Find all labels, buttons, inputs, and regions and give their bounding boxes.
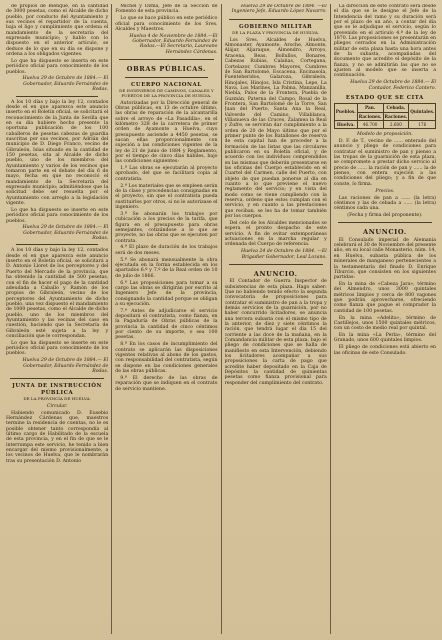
- table-header: Pan.: [357, 104, 383, 112]
- paragraph: A los 10 días y bajo la ley 12, contados desde el en que aparezca este anuncio inserto en el Boletín oficial, se solicitará a D. Antonio Lloret de los perceptores y del Puerto del Mercado de la provincia, que ha obtenido la cantidad de 500 pesetas, con el fin de hacer el pago de la cantidad adeudada a Caballo y Ramón de los propios de Gibraleón, vecino de los perceptores del Ayuntamiento de dicho pueblo, una vez dispuesto el mandamiento de 1000 pesetas, como el Alcalde de dicho pueblo, uno de los miembros del Ayuntamiento y las vecinas del caso en cuestión, haciendo que la Secretaría de Gibraleón esté sujeta a la ley y conciliación que le correspondan.: [6, 248, 109, 339]
- date-signature: Huelva 24 de Octubre de 1884. —El Brigadier Gobernador, Leal Lozano.: [241, 249, 327, 260]
- caption: (Fecha y firma del proponente).: [347, 213, 423, 219]
- divider: [229, 19, 323, 20]
- condition: 2.ª Los materiales que se empleen serán de la clase y procedencias consignadas en el proyecto, sin que el contratista pueda sustituirlos por otros, si no le autorizase el ingeniero.: [115, 183, 218, 211]
- divider: [229, 264, 323, 265]
- paragraph: Autorizadas por la Dirección general de Obras públicas, en 13 de octubre último, las obras de reparación de la alcantarilla sobre el arroyo de «La Pasadilla», en el kilómetro 328 de la carretera de primer orden de Ayamonte a Huelva, cuyo presupuesto asciende a 4450 pesetas, se sacan ellas proporcionalmente con sujeción a las condiciones vigentes de la ley de 21 de junio de 1884 y Reglamento, por el tiempo de cinco días hábiles, bajo las condiciones siguientes:: [115, 100, 218, 165]
- date-signature: Huelva 29 de Octubre de 1884.— El Gobernador, Eduardo Fernández de Rodas.: [22, 225, 109, 242]
- section-heading: ANUNCIO.: [363, 228, 407, 237]
- divider: [16, 96, 98, 97]
- divider: [119, 59, 213, 60]
- divider: [125, 77, 207, 78]
- column-2: [115, 4, 221, 634]
- paragraph: En la mina de «Cabeza Jara», término del Almendro, unos 3000 quintales métricos limpios y cerca de 800 vagones que podrán aprovecharse, ofreciendo como fianza que pague el comprador la cantidad de 100 pesetas.: [333, 282, 436, 314]
- paragraph: El pliego de condiciones está abierto en las oficinas de este Consulado.: [333, 345, 436, 356]
- paragraph: El Consulado imperial de Alemania celebrará el 30 de Noviembre del presente año, en su local calle Monasterio, núm. 14, en Huelva, subasta pública de los minerales de manganeso pertenecientes a la testamentaría del finado D. Enrique Tiburcio, que consisten en los siguientes partidas:: [333, 237, 436, 281]
- paragraph: En la mina «La Perla», término del Granado, unos 600 quintales limpios.: [333, 333, 436, 344]
- paragraph: Los Sres. Alcaldes de Huelva, Almonaster, Ayamonte, Aroche, Almonte, Alájar, Aljaraque, Almendro, Arroyo, Aracena, Beas, Bollullos, Bonares, Cabezas Rubias, Calañas, Cortegana, Cortelazor, Cumbres Mayores, Cumbres de San Bartolomé, Escacena, Encinasola, Fuenteheridos, Galaroza, Gibraleón, Hinojales, Hinojos, Isla Cristina, Lepe, La Nava, Los Marines, La Palma, Manzanilla, Niebla, Palos de la Frontera, Puebla de Guzmán, Paterna del Campo, Rosal de la Frontera, San Bartolomé de la Torre, San Juan del Puerto, Santa Ana la Real, Valverde del Camino, Villablanca, Villanueva de las Cruces, Zalamea la Real y Zufre, se servirán dar cumplimiento a la orden de 20 de Mayo último que por el primer punto de los Batallones de reserva de esta capital han de proceder a la formación de las listas que las circulares publicaron en su Boletín oficial, y de acuerdo con los individuos comprendidos en las mismas que deberán presentarse en las oficinas del Cuerpo establecido en el Cuartel del Carmen, calle del Puerto, con objeto de que puedan ponerse al día en cuanto a lo que previene el nuevo reglamento del servicio; y en vista del modo como se viene cumpliendo con la reserva, ordeno que estos cumplan con el servicio, y en cuanto a las prestaciones que reciban, se les ha de tomar también por los cuerpos.: [224, 37, 327, 220]
- date-signature: Huelva 29 de Octubre de 1884.— El Gobernador, Eduardo Fernández de Rodas.: [22, 76, 109, 93]
- paragraph: Michel y Ozma, Jefe de la Sección de Fomento de esta provincia.: [115, 4, 218, 15]
- paragraph: de propios de Bienque, en la cantidad de 3000 pesetas, como el Alcalde de dicho pueblo, por conducto del Ayuntamiento y sus vecinos el repartidor de la cuenta, baja el ligo y cumplimiento que ordena el mandamiento de la secretaría del expresado municipio; y hablo con lo dispuesto en el anterior artículo, se deduce de lo que en su día se dispone y ordena a los obligados vigentes.: [6, 4, 109, 58]
- table-header: Cebada.: [383, 104, 409, 112]
- section-subheading: DE LA PROVINCIA DE HUELVA.: [23, 395, 91, 401]
- table-header: Pueblos.: [334, 104, 357, 121]
- table-cell: 176: [409, 120, 436, 128]
- condition: 7.ª Antes de adjudicarse el servicio depositará el contratista, como fianza, en la Pagaduría de Obras públicas de la provincia la cantidad de cinco céntimos por ciento de su importe, o sea 100 pesetas.: [115, 308, 218, 341]
- paragraph: En la mina «Adelita», término de Castillejos, unos 1500 quintales métricos, con un costo de medio real por quintal.: [333, 315, 436, 332]
- subheading: Precios.: [375, 188, 395, 194]
- section-subheading: CUERPO NACIONAL: [131, 81, 202, 88]
- date-signature: Huelva 29 de Octubre de 1884.— El Gobernador, Eduardo Fernández de Rodas.: [22, 358, 109, 374]
- column-1: [6, 4, 112, 634]
- paragraph: El Contador de Guerra Inspector de subsistencias de esta plaza. Hago saber: Que no habiendo tenido efecto la segunda convocatoria de proposiciones para contratar el suministro de pan a la tropa y demás servicios de la guarnición, por no haber concurrido licitadores, se anuncia una tercera subasta con el mismo tipo de la anterior, de diez y siete céntimos la ración, que tendrá lugar el día 15 del corriente a las doce de la mañana, en la Comandancia militar de esta plaza, bajo el pliego de condiciones que se halla de manifiesto en esta Intervención, debiendo los licitadores acompañar a sus proposiciones la carta de pago que acredite haber depositado en la Caja de Depósitos la cantidad de quinientas pesetas como fianza provisional para responder del cumplimiento del contrato.: [224, 279, 327, 386]
- column-3: [225, 4, 331, 634]
- section-heading: OBRAS PÚBLICAS.: [126, 65, 206, 74]
- subheading: Modelo de proposición.: [357, 132, 413, 138]
- circular-title: Circular.: [46, 403, 68, 409]
- table-header-row: [334, 104, 436, 112]
- paragraph: La dirección de este contrato será desde el día que se le designe el Jefe de la Intendencia del ramo y su duración será por el plazo de un año, a contar del día que se le adjudique el servicio, según lo prevenido en el artículo 4.º de la ley de 1870. Las proposiciones se presentarán en pliegos cerrados en la Administración militar de esta plaza hasta una hora antes de la subasta, acompañadas del documento que acredite el depósito de la fianza, y no se admitirán las que no se ajusten al modelo que se inserta a continuación.: [333, 4, 436, 79]
- section-heading: GOBIERNO MILITAR: [239, 23, 313, 30]
- date-signature: Huelva 29 de Octubre de 1884.— El Contador, Federico Cantero.: [350, 80, 436, 91]
- paragraph: Lo que se hace público en este periódico oficial para conocimiento de los Sres. Alcaldes y Maestros.: [115, 16, 218, 32]
- table-header: Raciones.: [384, 113, 408, 119]
- section-heading: JUNTA DE INSTRUCCIÓN PÚBLICA: [12, 383, 103, 396]
- paragraph: Lo que ha dispuesto se inserte en este periódico oficial para conocimiento de los pueblos.: [6, 340, 109, 357]
- paragraph: D. F. de T., vecino de ...... enterado del anuncio y pliego de condiciones para contratar el suministro de pan y pienso a las tropas de la guarnición de esta plaza, se compromete a prestar dicho servicio al precio de ...... la ración de pan y ...... la de pienso, con entera sujeción a las condiciones del pliego; y a fin de que conste, lo firma.: [333, 139, 436, 187]
- paragraph: Lo que ha dispuesto se inserta en este periódico oficial para conocimiento de los pueblos.: [6, 58, 109, 75]
- table-header: Raciones.: [358, 113, 382, 119]
- table-cell: 2.600: [383, 120, 409, 128]
- estado-table: [334, 103, 436, 129]
- paragraph: Lo que ha dispuesto se inserte en este periódico oficial para conocimiento de los pueblos.: [6, 207, 109, 224]
- condition: 3.ª Se abonarán los trabajos por cubicación a los precios de la tarifa, que figura en el presupuesto para obras semejantes, cotizándose a lo que se proyecte, no las obras que se ejecuten por contrata.: [115, 211, 218, 244]
- columns: [6, 4, 436, 634]
- paragraph: Del celo de los Alcaldes mencionados se espera el pronto despacho de este servicio. A fin de evitar extemporáneas actuaciones en la marcha regular y ordenada del Cuerpo de referencia.: [224, 220, 327, 248]
- divider: [338, 222, 432, 223]
- condition: 9.ª El derecho de las obras de reparación que se indiquen en el contrato de servicio mantiene.: [115, 375, 218, 392]
- paragraph: Las raciones de pan a ...... (la letra) céntimos y las de cebada a ...... (la letra) céntimos cada una.: [333, 195, 436, 212]
- table-cell: Huelva.: [334, 120, 357, 128]
- condition: 5.ª Se abonará mensualmente la obra ejecutada en la forma establecida en los apartados 6.º y 7.º de la Real orden de 10 de julio de 1866.: [115, 257, 218, 279]
- condition: 1.ª Las obras se ejecutarán al proyecto aprobado, del que se facilitará copia al contratista.: [115, 166, 218, 182]
- section-heading: ANUNCIO.: [253, 269, 298, 278]
- paragraph: A los 10 días y bajo la ley 12, contados desde el en que aparezca este anuncio inserto en el Boletín oficial, se solicitará el reconocimiento de la Junta de Sevilla que en su día hubiere hecho presente la oportuna publicación de los 100 caballeros de pesetas cabezas de guardia suscritas por sus vecinos, por Adrián del municipio de D. Diego Franco, vecino de Gibraleón, Islas situado en la cantidad de 150 pesetas, sita al Alcalde de dicho pueblo, uno de los miembros del Ayuntamiento y varios de los vecinos que tomaron parte en el debate del día 6 de mayo, fecha en que no reconoció el mandamiento de la Secretaría del expresado municipio; admitiéndose que la solicitud debe ser resuelta por el Ayuntamiento con arreglo a la legislación vigente.: [6, 99, 109, 207]
- condition: 6.ª Las proposiciones para tomar a su cargo las obras se dirigirán por escrito al Ingeniero Jefe de la provincia, consignando la cantidad porque se obligan a su ejecución.: [115, 280, 218, 307]
- section-subheading: DE LA PLAZA Y PROVINCIA DE HUELVA.: [232, 29, 320, 35]
- table-cell: 46.700: [357, 120, 383, 128]
- paragraph: Habiendo comunicado D. Eusebio Hernández Cárdenas que, maestros termine la residencia de cuentas, no le es posible obtener tanto correspondía al último cargo de Habilitado de la escuela de esta provincia, y en el fin de que se le interrumpa este servicio, he tenido a bien encargar del mismo provisionalmente, a los vecinos de Huelva, que le nombrarán tras su presentación D. Antonio: [6, 410, 109, 464]
- column-4: [334, 4, 436, 634]
- table-row: [334, 120, 436, 128]
- date-signature: Huelva 29 de Octubre de 1884. —El Ingeniero Jefe, Eduardo López Navarro.: [231, 4, 327, 15]
- divider: [10, 378, 104, 379]
- date-signature: Huelva 4 de Noviembre de 1884.—El Gobernador, Eduardo Fernández de Rodas.—El Secretario, Laureano Hernández Cárdenas.: [129, 33, 218, 55]
- divider: [16, 244, 98, 245]
- condition: 4.ª El plazo de duración de los trabajos será de dos meses.: [115, 245, 218, 256]
- condition: 8.ª En los casos de incumplimiento del contrato se aplicarán las disposiciones vigentes relativas al abono de los gastos, con responsabilidad del contratista, según se dispone en las condiciones generales de las obras públicas.: [115, 342, 218, 375]
- section-subheading: DE INGENIEROS DE CAMINOS, CANALES Y PUERTOS DE LA PROVINCIA DE HUELVA.: [119, 87, 214, 98]
- table-header: Quintales.: [409, 104, 436, 121]
- section-heading: ESTADO QUE SE CITA: [345, 95, 424, 101]
